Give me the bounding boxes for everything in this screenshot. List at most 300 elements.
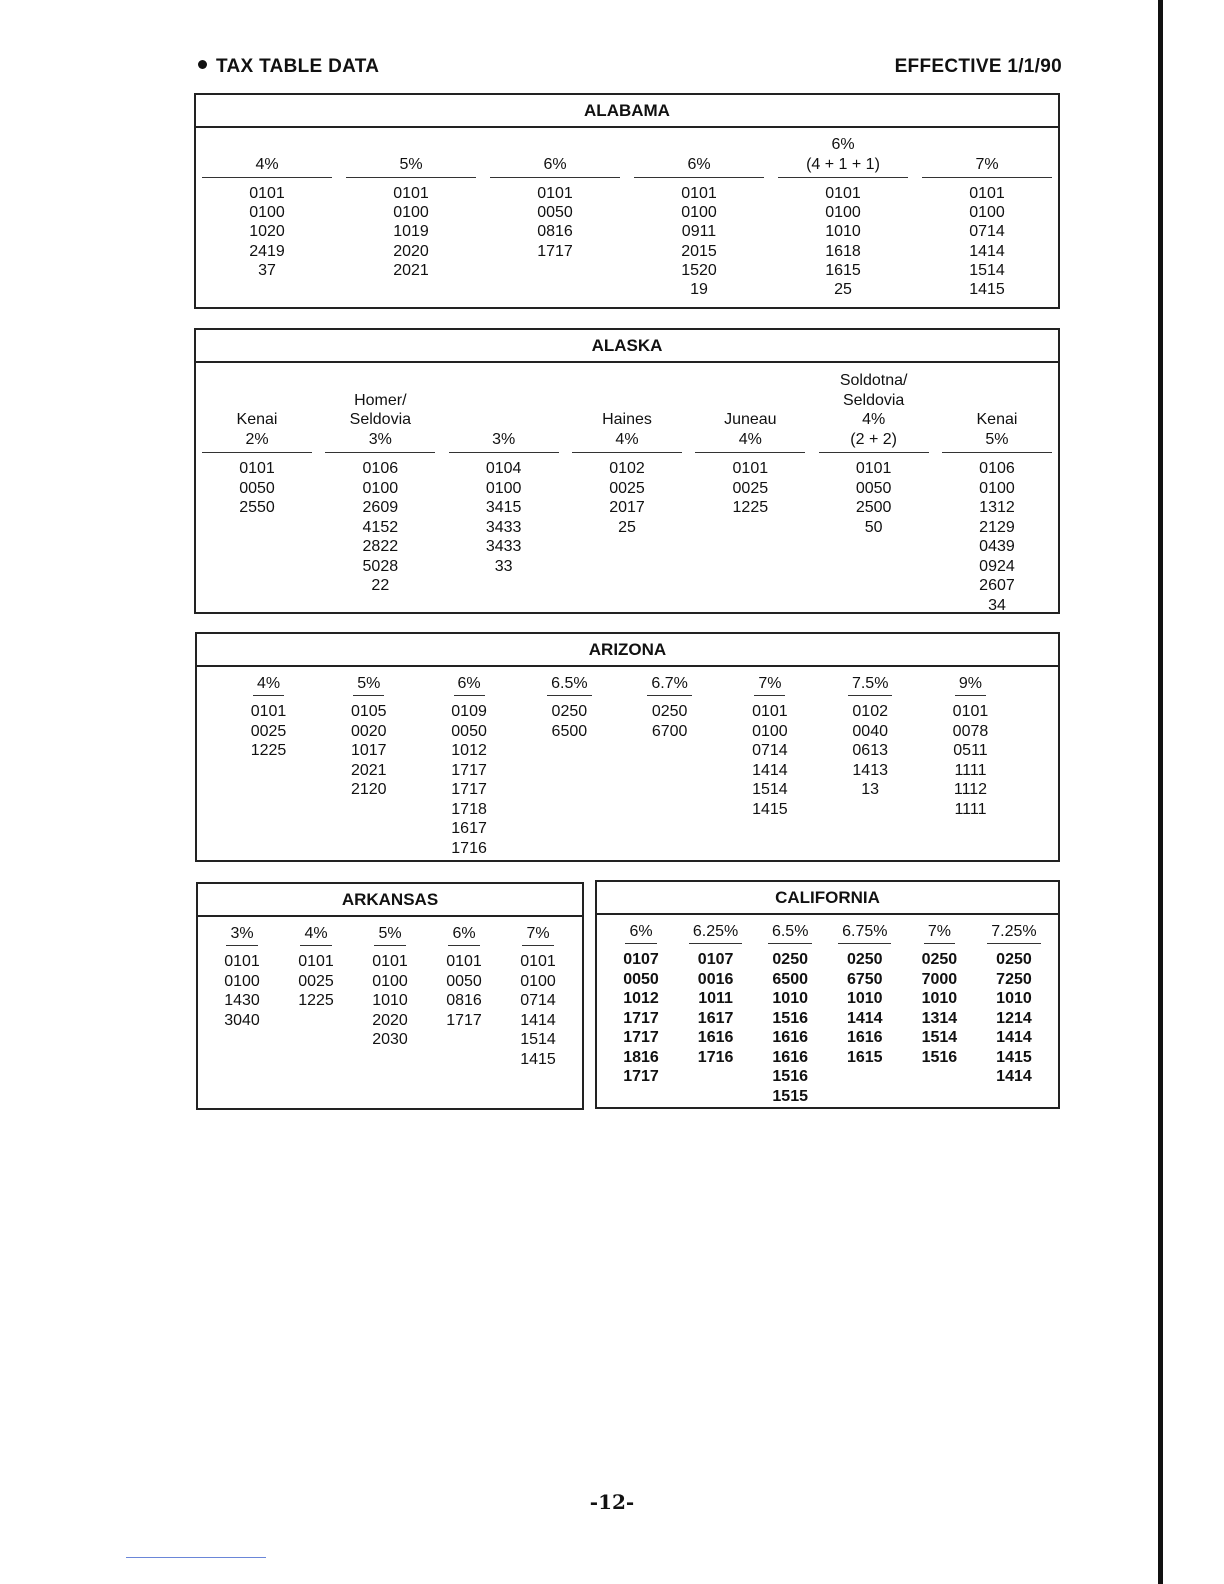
column-header-line: 6.5% bbox=[768, 922, 812, 945]
column-header-line: 3% bbox=[368, 430, 392, 448]
table-cell: 0100 bbox=[520, 972, 556, 990]
table-cell: 0106 bbox=[979, 460, 1015, 477]
table-cell: 1415 bbox=[752, 800, 788, 818]
table-cell: 1616 bbox=[846, 1029, 883, 1046]
table-cell: 0714 bbox=[520, 992, 556, 1009]
column-header bbox=[607, 918, 675, 944]
column-header-line: 7% bbox=[975, 155, 999, 173]
table-cell: 0100 bbox=[249, 204, 285, 222]
column-values bbox=[282, 946, 350, 1011]
table-cell: 0025 bbox=[609, 479, 645, 497]
column-4 bbox=[522, 670, 617, 858]
column-header-line: 9% bbox=[955, 674, 986, 697]
column-4 bbox=[634, 128, 764, 299]
page-edge bbox=[1158, 0, 1163, 1584]
column-header-line: 4% bbox=[615, 430, 639, 448]
table-cell: 2822 bbox=[362, 538, 399, 555]
table-cell: 0101 bbox=[825, 185, 861, 202]
table-cell: 1010 bbox=[372, 992, 408, 1009]
column-header bbox=[221, 670, 316, 696]
table-cell: 2020 bbox=[393, 242, 429, 260]
column-header-line: 5% bbox=[374, 924, 405, 947]
table-cell: 1414 bbox=[846, 1009, 883, 1027]
table-cell: 0924 bbox=[979, 557, 1015, 575]
column-values bbox=[490, 178, 620, 261]
table-cell: 1010 bbox=[996, 990, 1032, 1007]
table-cell: 0101 bbox=[393, 185, 429, 202]
table-cell: 1717 bbox=[623, 1009, 659, 1027]
column-header bbox=[922, 128, 1052, 178]
column-values bbox=[449, 453, 559, 576]
table-cell: 1716 bbox=[697, 1048, 734, 1066]
column-1 bbox=[202, 128, 332, 299]
table-cell: 1514 bbox=[752, 781, 788, 798]
column-header bbox=[504, 920, 572, 946]
column-4 bbox=[831, 918, 899, 1106]
table-title: ALASKA bbox=[196, 330, 1058, 363]
table-cell: 22 bbox=[371, 577, 390, 594]
table-cell: 1225 bbox=[298, 992, 334, 1009]
bullet-icon bbox=[198, 60, 207, 69]
table-cell: 0107 bbox=[697, 951, 734, 968]
table-cell: 0250 bbox=[772, 951, 808, 968]
column-values bbox=[504, 946, 572, 1069]
table-title: ARIZONA bbox=[197, 634, 1058, 667]
column-header bbox=[819, 364, 929, 453]
table-arkansas bbox=[196, 882, 584, 1110]
column-values bbox=[202, 178, 332, 280]
table-cell: 34 bbox=[988, 596, 1006, 614]
table-columns bbox=[221, 670, 1018, 858]
column-2 bbox=[325, 364, 435, 615]
column-header-line: 5% bbox=[985, 430, 1009, 448]
column-header bbox=[905, 918, 973, 944]
table-cell: 1415 bbox=[969, 281, 1005, 299]
table-cell: 1214 bbox=[996, 1009, 1032, 1027]
table-cell: 1414 bbox=[520, 1011, 556, 1029]
table-cell: 0100 bbox=[825, 204, 861, 222]
table-cell: 0100 bbox=[224, 972, 260, 990]
table-cell: 1717 bbox=[451, 781, 487, 798]
table-cell: 0050 bbox=[537, 204, 573, 222]
table-cell: 5028 bbox=[362, 557, 399, 575]
column-header bbox=[942, 364, 1052, 453]
column-values bbox=[942, 453, 1052, 615]
column-header-line: Haines bbox=[602, 411, 652, 428]
table-cell: 6500 bbox=[551, 722, 588, 740]
table-cell: 0613 bbox=[852, 742, 888, 759]
table-arizona bbox=[195, 632, 1060, 862]
column-header bbox=[202, 364, 312, 453]
table-cell: 1717 bbox=[451, 761, 487, 779]
table-cell: 1112 bbox=[953, 781, 988, 798]
column-3 bbox=[422, 670, 517, 858]
column-3 bbox=[356, 920, 424, 1069]
column-header bbox=[522, 670, 617, 696]
table-cell: 1716 bbox=[451, 839, 487, 857]
table-cell: 1615 bbox=[825, 261, 861, 279]
column-header-line: Soldotna/ bbox=[839, 372, 908, 389]
column-header bbox=[980, 918, 1048, 944]
column-values bbox=[522, 696, 617, 741]
table-cell: 1717 bbox=[537, 242, 573, 260]
table-cell: 13 bbox=[861, 781, 880, 798]
column-values bbox=[695, 453, 805, 518]
table-cell: 0101 bbox=[250, 703, 287, 720]
table-columns bbox=[607, 918, 1048, 1106]
column-1 bbox=[202, 364, 312, 615]
column-header-line: 6.7% bbox=[647, 674, 691, 697]
table-cell: 0101 bbox=[239, 460, 275, 477]
column-header-line: 7% bbox=[924, 922, 955, 945]
table-cell: 2015 bbox=[681, 242, 717, 260]
table-cell: 2021 bbox=[393, 261, 429, 279]
column-header-line: 6% bbox=[448, 924, 479, 947]
table-cell: 1414 bbox=[969, 242, 1005, 260]
table-cell: 1414 bbox=[996, 1068, 1032, 1085]
table-cell: 0101 bbox=[855, 460, 892, 477]
column-1 bbox=[221, 670, 316, 858]
table-cell: 0050 bbox=[446, 972, 482, 990]
column-header bbox=[422, 670, 517, 696]
column-values bbox=[980, 944, 1048, 1087]
column-values bbox=[922, 178, 1052, 299]
column-header bbox=[695, 364, 805, 453]
column-header bbox=[430, 920, 498, 946]
column-5 bbox=[905, 918, 973, 1106]
table-cell: 1010 bbox=[846, 990, 883, 1007]
table-cell: 0050 bbox=[855, 479, 892, 497]
table-cell: 0250 bbox=[921, 951, 958, 968]
table-cell: 1718 bbox=[451, 800, 487, 818]
column-values bbox=[819, 453, 929, 537]
table-cell: 1011 bbox=[698, 990, 733, 1007]
column-4 bbox=[572, 364, 682, 615]
column-header bbox=[321, 670, 416, 696]
table-columns bbox=[202, 364, 1052, 615]
column-4 bbox=[430, 920, 498, 1069]
table-cell: 6750 bbox=[846, 970, 883, 988]
column-values bbox=[722, 696, 817, 819]
table-cell: 37 bbox=[258, 261, 276, 279]
column-header bbox=[722, 670, 817, 696]
table-cell: 2030 bbox=[372, 1031, 408, 1048]
table-columns bbox=[208, 920, 572, 1069]
table-cell: 1616 bbox=[772, 1048, 808, 1066]
column-header-line: 6% bbox=[831, 136, 855, 153]
table-cell: 1615 bbox=[846, 1048, 883, 1066]
table-cell: 3433 bbox=[485, 518, 522, 536]
table-cell: 1010 bbox=[772, 990, 808, 1007]
column-values bbox=[634, 178, 764, 299]
column-2 bbox=[346, 128, 476, 299]
table-cell: 1111 bbox=[954, 761, 987, 779]
table-cell: 1020 bbox=[249, 223, 285, 241]
column-header bbox=[778, 128, 908, 178]
table-cell: 0101 bbox=[752, 703, 788, 720]
table-cell: 0050 bbox=[239, 479, 275, 497]
page-number: -12- bbox=[589, 1490, 635, 1514]
table-cell: 0078 bbox=[952, 722, 989, 740]
column-3 bbox=[756, 918, 824, 1106]
table-cell: 7250 bbox=[996, 970, 1032, 988]
column-values bbox=[622, 696, 717, 741]
column-values bbox=[823, 696, 918, 800]
column-header-line: 7.5% bbox=[848, 674, 892, 697]
table-cell: 0100 bbox=[969, 204, 1005, 222]
column-values bbox=[221, 696, 316, 761]
column-header-line: 4% bbox=[738, 430, 762, 448]
table-cell: 19 bbox=[690, 281, 708, 299]
table-title: ALABAMA bbox=[196, 95, 1058, 128]
column-header bbox=[346, 128, 476, 178]
column-7 bbox=[823, 670, 918, 858]
table-cell: 0439 bbox=[979, 538, 1015, 555]
page-header-left bbox=[198, 56, 379, 78]
column-header bbox=[831, 918, 899, 944]
column-header-line: 5% bbox=[353, 674, 384, 697]
table-cell: 1413 bbox=[852, 761, 888, 779]
table-cell: 0100 bbox=[752, 722, 788, 740]
column-header-line: 4% bbox=[255, 155, 279, 173]
column-6 bbox=[819, 364, 929, 615]
column-values bbox=[321, 696, 416, 800]
table-cell: 1415 bbox=[520, 1050, 556, 1068]
column-header bbox=[572, 364, 682, 453]
table-cell: 4152 bbox=[362, 518, 399, 536]
column-values bbox=[430, 946, 498, 1030]
table-cell: 1516 bbox=[772, 1068, 808, 1085]
column-header-line: 6.25% bbox=[689, 922, 742, 945]
table-cell: 0816 bbox=[537, 223, 573, 241]
table-cell: 0101 bbox=[249, 185, 285, 202]
table-cell: 2419 bbox=[249, 242, 285, 260]
column-header bbox=[325, 364, 435, 453]
table-cell: 1616 bbox=[772, 1029, 808, 1046]
table-alabama bbox=[194, 93, 1060, 309]
column-header-line: Kenai bbox=[236, 411, 278, 428]
table-cell: 3040 bbox=[224, 1011, 260, 1029]
table-cell: 1012 bbox=[623, 990, 659, 1007]
table-cell: 1225 bbox=[250, 742, 287, 759]
table-title: ARKANSAS bbox=[198, 884, 582, 917]
column-header-line: (4 + 1 + 1) bbox=[806, 155, 880, 173]
table-cell: 6500 bbox=[772, 970, 808, 988]
column-values bbox=[325, 453, 435, 596]
table-cell: 0101 bbox=[681, 185, 717, 202]
column-5 bbox=[695, 364, 805, 615]
table-cell: 1717 bbox=[623, 1029, 659, 1046]
column-3 bbox=[490, 128, 620, 299]
table-cell: 1017 bbox=[350, 742, 387, 759]
table-cell: 1225 bbox=[732, 499, 769, 516]
column-values bbox=[831, 944, 899, 1067]
table-cell: 1520 bbox=[681, 261, 717, 279]
table-cell: 0106 bbox=[362, 460, 399, 477]
column-header bbox=[634, 128, 764, 178]
table-cell: 1111 bbox=[954, 800, 987, 818]
column-header bbox=[823, 670, 918, 696]
column-header-line: Seldovia bbox=[349, 411, 412, 428]
table-cell: 0816 bbox=[446, 992, 482, 1009]
column-values bbox=[778, 178, 908, 299]
table-cell: 1415 bbox=[996, 1048, 1032, 1066]
column-header bbox=[756, 918, 824, 944]
column-values bbox=[905, 944, 973, 1067]
table-cell: 0250 bbox=[996, 951, 1032, 968]
column-5 bbox=[622, 670, 717, 858]
table-cell: 2021 bbox=[350, 761, 387, 779]
table-cell: 0101 bbox=[446, 953, 482, 970]
column-header bbox=[622, 670, 717, 696]
table-cell: 3433 bbox=[485, 538, 522, 555]
column-header-line: 6% bbox=[454, 674, 485, 697]
table-cell: 1514 bbox=[921, 1029, 958, 1046]
table-cell: 1514 bbox=[520, 1031, 556, 1048]
table-cell: 1616 bbox=[697, 1029, 734, 1046]
table-cell: 0101 bbox=[732, 460, 769, 477]
table-cell: 0105 bbox=[350, 703, 387, 720]
column-header-line: 6% bbox=[625, 922, 656, 945]
table-cell: 2607 bbox=[979, 577, 1015, 594]
table-cell: 0025 bbox=[732, 479, 769, 497]
table-cell: 0250 bbox=[551, 703, 588, 720]
column-header bbox=[202, 128, 332, 178]
column-6 bbox=[980, 918, 1048, 1106]
table-cell: 0107 bbox=[623, 951, 659, 968]
table-cell: 1617 bbox=[451, 820, 487, 837]
column-8 bbox=[923, 670, 1018, 858]
column-header-line: 4% bbox=[300, 924, 331, 947]
table-cell: 6700 bbox=[651, 722, 688, 740]
table-cell: 1816 bbox=[623, 1048, 659, 1066]
column-values bbox=[346, 178, 476, 280]
table-cell: 0020 bbox=[350, 722, 387, 740]
table-cell: 25 bbox=[834, 281, 852, 299]
column-header-line: 6% bbox=[687, 155, 711, 173]
column-header-line: 5% bbox=[399, 155, 423, 173]
table-cell: 1012 bbox=[451, 742, 487, 759]
column-header bbox=[923, 670, 1018, 696]
column-5 bbox=[778, 128, 908, 299]
table-cell: 0050 bbox=[451, 722, 487, 740]
table-cell: 1414 bbox=[996, 1029, 1032, 1046]
column-header-line: Juneau bbox=[724, 411, 777, 428]
column-header-line: 6.75% bbox=[838, 922, 891, 945]
column-6 bbox=[922, 128, 1052, 299]
column-header-line: 2% bbox=[245, 430, 269, 448]
column-header bbox=[449, 364, 559, 453]
column-2 bbox=[682, 918, 750, 1106]
table-cell: 1515 bbox=[772, 1087, 808, 1105]
column-header bbox=[282, 920, 350, 946]
table-cell: 0100 bbox=[362, 479, 399, 497]
column-3 bbox=[449, 364, 559, 615]
table-cell: 1717 bbox=[446, 1011, 482, 1029]
column-header-line: Seldovia bbox=[842, 391, 905, 409]
table-cell: 25 bbox=[618, 518, 636, 536]
table-cell: 0109 bbox=[451, 703, 487, 720]
table-cell: 1019 bbox=[393, 223, 429, 241]
column-values bbox=[923, 696, 1018, 819]
table-cell: 7000 bbox=[921, 970, 958, 988]
table-cell: 1312 bbox=[979, 499, 1015, 516]
table-cell: 1010 bbox=[921, 990, 958, 1007]
column-7 bbox=[942, 364, 1052, 615]
column-values bbox=[422, 696, 517, 858]
table-cell: 0101 bbox=[298, 953, 334, 970]
table-cell: 0101 bbox=[537, 185, 573, 202]
table-cell: 0025 bbox=[298, 972, 334, 990]
table-cell: 0100 bbox=[979, 479, 1015, 497]
table-cell: 1430 bbox=[224, 992, 260, 1009]
table-cell: 1717 bbox=[623, 1068, 659, 1085]
table-cell: 3415 bbox=[485, 499, 522, 516]
table-cell: 33 bbox=[494, 557, 513, 575]
table-title: CALIFORNIA bbox=[597, 882, 1058, 915]
column-header-line: Kenai bbox=[976, 411, 1018, 428]
column-5 bbox=[504, 920, 572, 1069]
table-cell: 0102 bbox=[609, 460, 645, 477]
column-header bbox=[490, 128, 620, 178]
column-values bbox=[682, 944, 750, 1067]
column-header-line: Homer/ bbox=[354, 391, 407, 409]
column-values bbox=[356, 946, 424, 1050]
column-header-line: 7% bbox=[754, 674, 785, 697]
table-cell: 2129 bbox=[979, 518, 1015, 536]
column-header-line: (2 + 2) bbox=[850, 430, 897, 448]
table-cell: 0101 bbox=[224, 953, 260, 970]
table-alaska bbox=[194, 328, 1060, 614]
table-cell: 2017 bbox=[609, 499, 645, 516]
table-cell: 2020 bbox=[372, 1011, 408, 1029]
column-header-line: 3% bbox=[492, 430, 516, 448]
table-cell: 0101 bbox=[952, 703, 989, 720]
column-header-line: 7.25% bbox=[987, 922, 1040, 945]
column-header-line: 6.5% bbox=[547, 674, 591, 697]
table-cell: 0025 bbox=[250, 722, 287, 740]
column-header-line: 3% bbox=[226, 924, 257, 947]
table-cell: 0100 bbox=[372, 972, 408, 990]
table-cell: 0101 bbox=[372, 953, 408, 970]
column-values bbox=[202, 453, 312, 518]
table-cell: 0101 bbox=[969, 185, 1005, 202]
table-cell: 2609 bbox=[362, 499, 399, 516]
table-california bbox=[595, 880, 1060, 1109]
table-cell: 0100 bbox=[681, 204, 717, 222]
table-cell: 1617 bbox=[697, 1009, 734, 1027]
table-cell: 1516 bbox=[921, 1048, 958, 1066]
table-cell: 1414 bbox=[752, 761, 788, 779]
table-cell: 1618 bbox=[825, 242, 861, 260]
table-cell: 0250 bbox=[846, 951, 883, 968]
table-cell: 0104 bbox=[485, 460, 522, 477]
table-cell: 1010 bbox=[825, 223, 861, 241]
column-1 bbox=[607, 918, 675, 1106]
column-header bbox=[208, 920, 276, 946]
column-values bbox=[607, 944, 675, 1087]
table-cell: 0511 bbox=[953, 742, 988, 759]
table-cell: 0102 bbox=[852, 703, 888, 720]
table-cell: 1314 bbox=[921, 1009, 958, 1027]
table-cell: 0016 bbox=[697, 970, 734, 988]
table-cell: 0250 bbox=[651, 703, 688, 720]
table-cell: 0714 bbox=[752, 742, 788, 759]
table-cell: 1514 bbox=[969, 261, 1005, 279]
table-cell: 2550 bbox=[239, 499, 275, 516]
column-values bbox=[208, 946, 276, 1030]
column-header bbox=[356, 920, 424, 946]
